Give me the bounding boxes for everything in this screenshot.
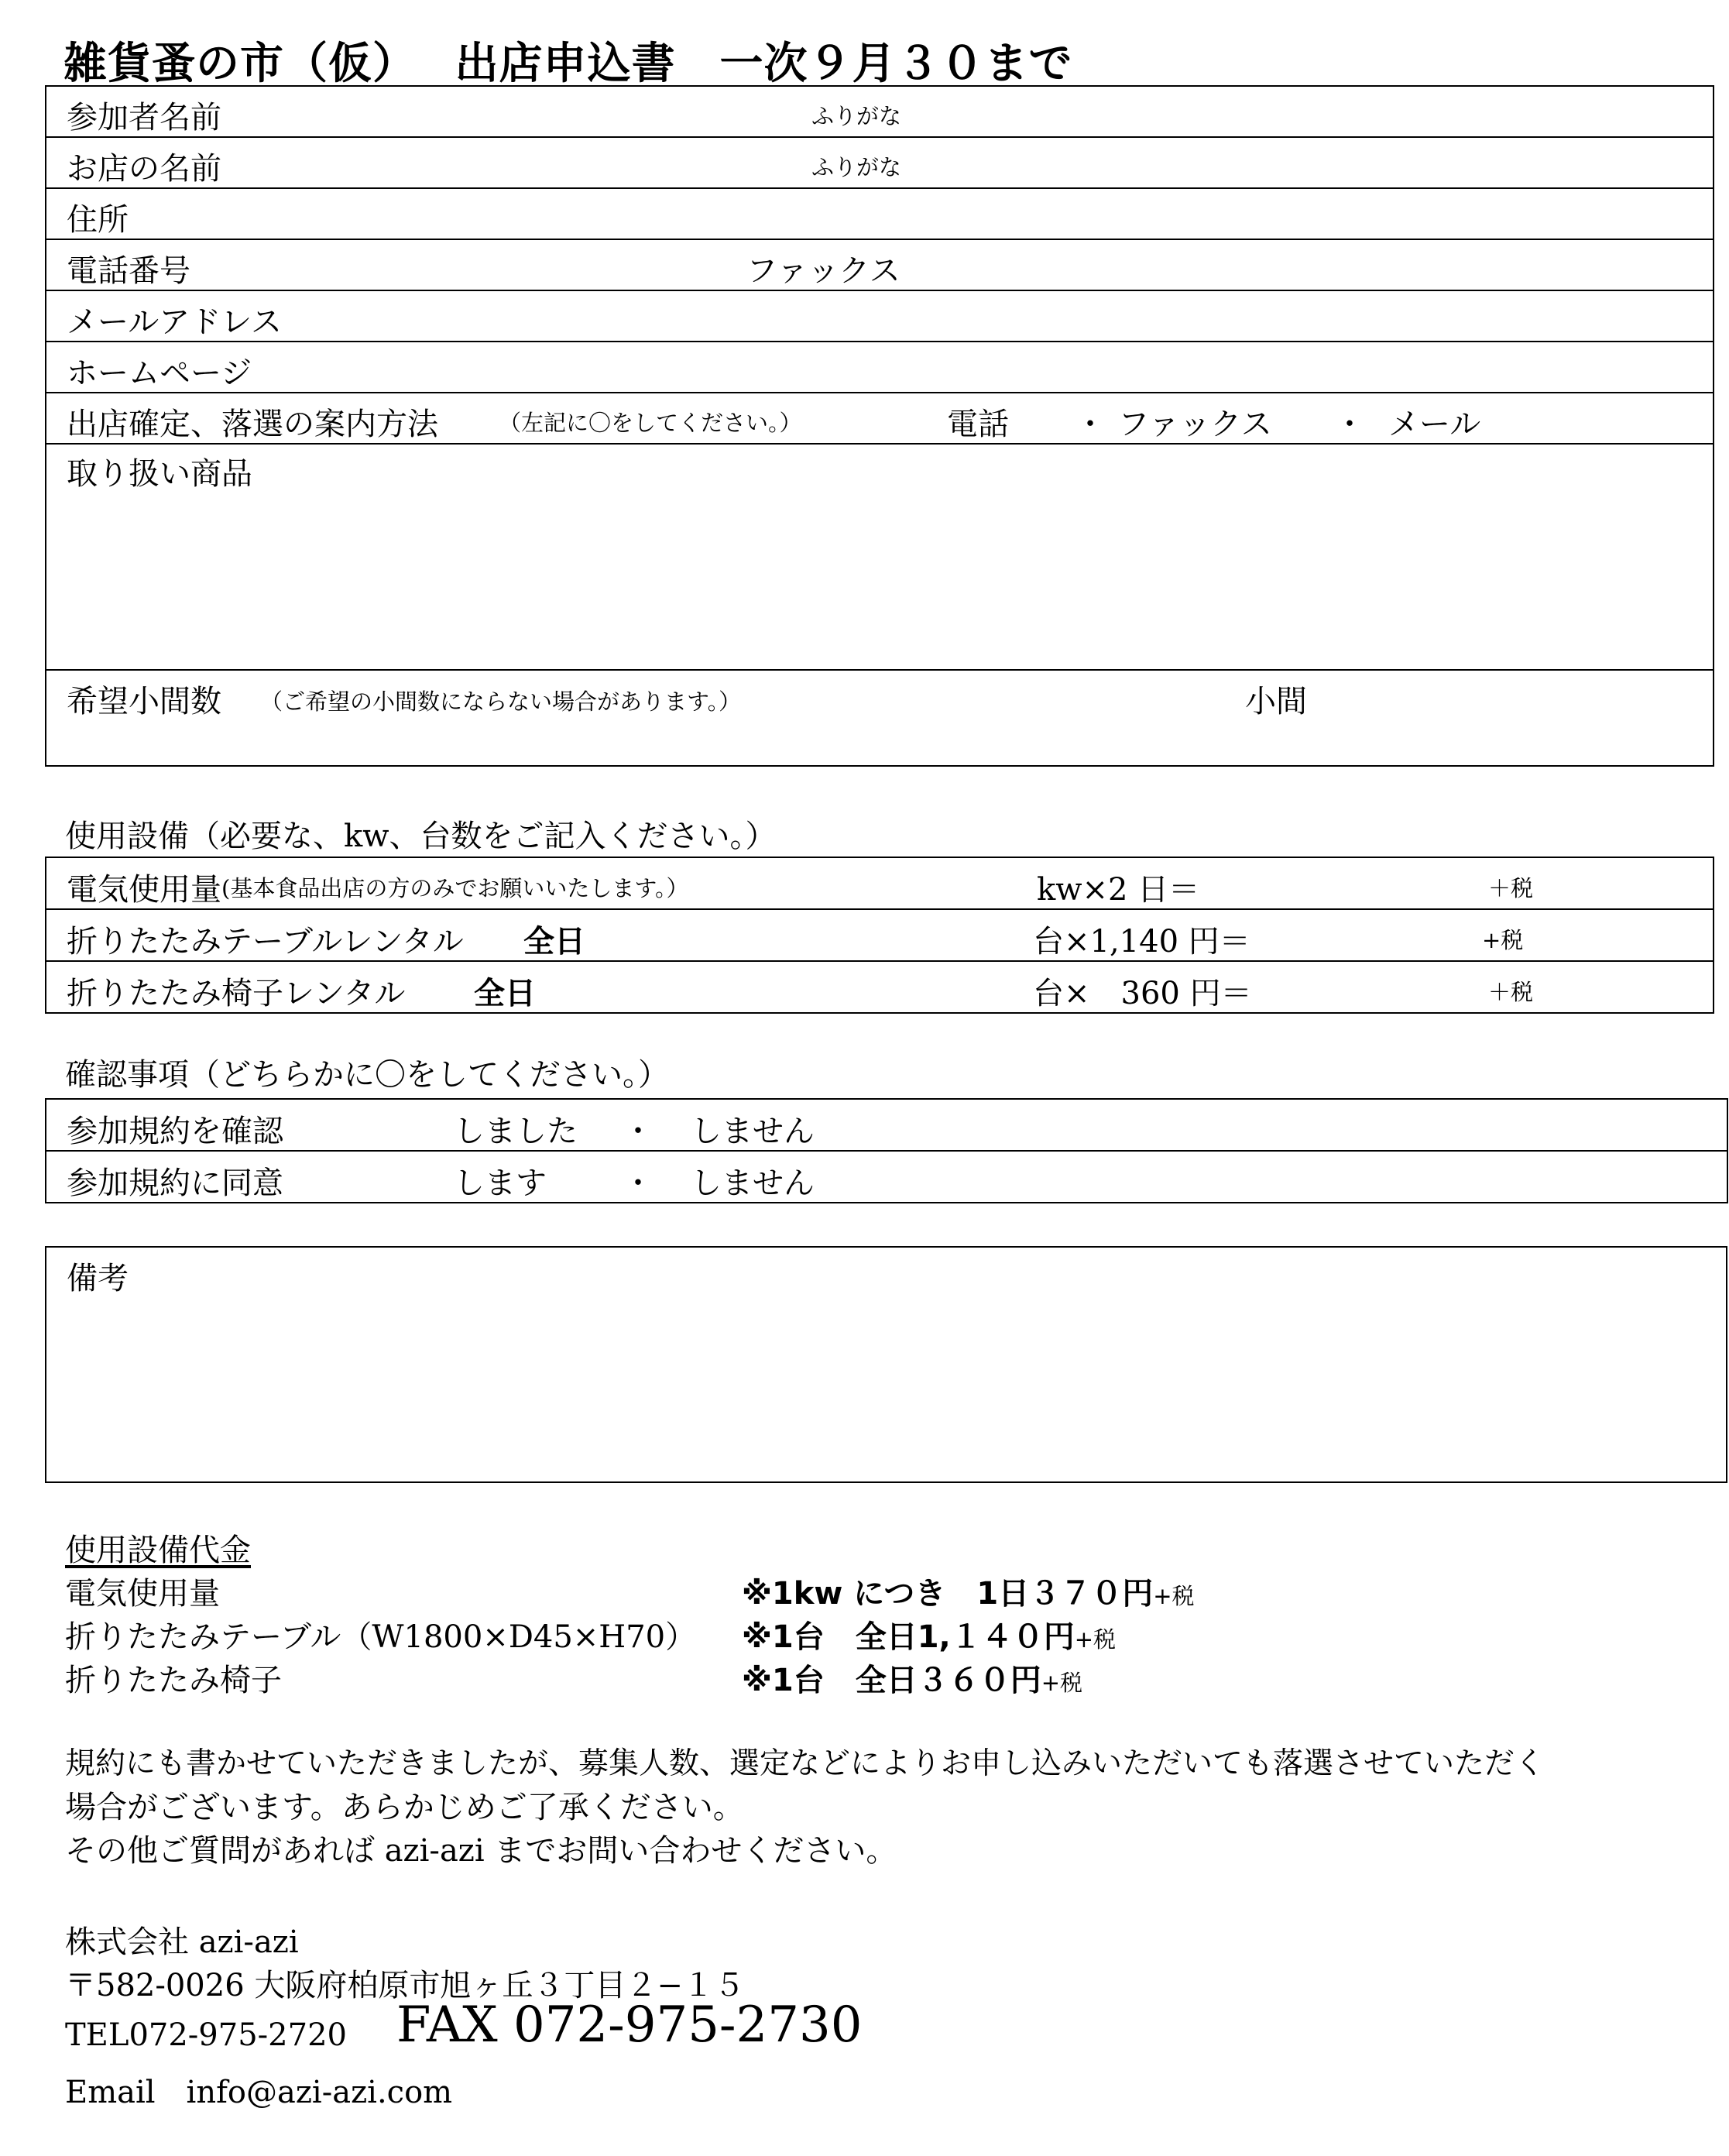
fee-price: ※1台 全日３６０円+税	[742, 1663, 1083, 1698]
email-label: メールアドレス	[67, 304, 282, 340]
option-phone[interactable]: 電話	[947, 407, 1009, 442]
company-name: 株式会社 azi-azi	[65, 1924, 299, 1960]
confirm-heading: 確認事項（どちらかに〇をしてください。）	[65, 1057, 669, 1093]
fee-label: 折りたたみ椅子	[65, 1663, 282, 1698]
option-will[interactable]: します	[454, 1165, 547, 1201]
electric-calc: kw×2 日＝	[1037, 871, 1200, 908]
electric-label: 電気使用量	[67, 871, 221, 908]
company-fax: FAX 072-975-2730	[396, 1996, 863, 2054]
rules-check-row	[46, 1099, 1727, 1151]
fee-price: ※1kw につき 1日３７０円+税	[742, 1576, 1195, 1612]
table-rental-label: 折りたたみテーブルレンタル	[67, 923, 464, 960]
tax-label: +税	[1153, 1583, 1195, 1609]
participant-name-row[interactable]	[46, 86, 1714, 137]
company-tel: TEL072-975-2720	[65, 2017, 347, 2053]
rules-agree-row	[46, 1151, 1727, 1203]
fee-label: 折りたたみテーブル（W1800×D45×H70）	[65, 1619, 697, 1655]
booths-label: 希望小間数	[67, 684, 221, 719]
shop-name-row[interactable]	[46, 137, 1714, 188]
chair-rental-row[interactable]	[46, 961, 1714, 1013]
fees-heading: 使用設備代金	[65, 1533, 251, 1568]
option-mail[interactable]: メール	[1388, 407, 1481, 442]
address-row[interactable]	[46, 188, 1714, 239]
tax-label: ＋税	[1488, 978, 1534, 1005]
participant-name-label: 参加者名前	[67, 100, 221, 136]
homepage-label: ホームページ	[67, 355, 252, 391]
company-address: 〒582-0026 大阪府柏原市旭ヶ丘３丁目２−１５	[65, 1968, 745, 2003]
rules-agree-label: 参加規約に同意	[67, 1165, 283, 1201]
chair-rental-label: 折りたたみ椅子レンタル	[67, 975, 406, 1011]
notify-method-row	[46, 393, 1714, 444]
furigana-label: ふりがな	[811, 103, 902, 129]
fax-label: ファックス	[746, 253, 901, 289]
notify-method-label: 出店確定、落選の案内方法	[67, 407, 438, 442]
chair-calc: 台× 360 円＝	[1033, 975, 1252, 1011]
phone-label: 電話番号	[67, 253, 190, 289]
tax-label: ＋税	[1488, 874, 1534, 901]
electric-note: (基本食品出店の方のみでお願いいたします。）	[221, 874, 689, 901]
tax-label: +税	[1482, 926, 1524, 953]
rules-check-label: 参加規約を確認	[67, 1113, 283, 1149]
option-fax[interactable]: ファックス	[1118, 407, 1272, 442]
phone-row[interactable]	[46, 239, 1714, 290]
option-will-not[interactable]: しません	[691, 1165, 815, 1201]
equipment-heading: 使用設備（必要な、kw、台数をご記入ください。）	[65, 819, 777, 854]
electric-row[interactable]	[46, 857, 1714, 909]
applicant-table	[45, 85, 1714, 767]
email-row[interactable]	[46, 290, 1714, 342]
option-did-not[interactable]: しません	[691, 1113, 815, 1149]
furigana-label: ふりがな	[811, 154, 902, 180]
note-line: 場合がございます。あらかじめご了承ください。	[65, 1790, 744, 1825]
booths-field[interactable]	[46, 670, 1714, 766]
option-did[interactable]: しました	[454, 1113, 578, 1149]
equipment-table	[45, 857, 1714, 1014]
products-label: 取り扱い商品	[67, 456, 252, 492]
booth-unit-label: 小間	[1245, 684, 1307, 719]
separator-dot: ・	[623, 1113, 654, 1149]
shop-name-label: お店の名前	[67, 151, 221, 187]
remarks-label: 備考	[67, 1261, 129, 1296]
table-rental-row[interactable]	[46, 909, 1714, 961]
tax-label: +税	[1041, 1670, 1083, 1696]
separator-dot: ・	[1075, 407, 1106, 442]
booths-note: （ご希望の小間数にならない場合があります。）	[260, 688, 742, 715]
fee-price: ※1台 全日1,１４０円+税	[742, 1619, 1117, 1655]
note-line: その他ご質問があれば azi-azi までお問い合わせください。	[65, 1833, 897, 1869]
page-title: 雑貨蚤の市（仮） 出店申込書 一次９月３０まで	[63, 39, 1073, 89]
company-email: Email info@azi-azi.com	[65, 2075, 453, 2110]
homepage-row[interactable]	[46, 342, 1714, 393]
note-line: 規約にも書かせていただきましたが、募集人数、選定などによりお申し込みいただいても落選させていただく	[65, 1746, 1545, 1781]
notify-method-note: （左記に〇をしてください。）	[499, 410, 802, 436]
chair-all-day-label: 全日	[474, 975, 536, 1011]
separator-dot: ・	[1334, 407, 1365, 442]
tax-label: +税	[1074, 1626, 1117, 1653]
fee-label: 電気使用量	[65, 1576, 220, 1612]
address-label: 住所	[67, 202, 129, 238]
confirm-table	[45, 1098, 1728, 1203]
remarks-box[interactable]	[45, 1246, 1727, 1483]
products-field[interactable]	[46, 444, 1714, 670]
table-calc: 台×1,140 円＝	[1033, 923, 1250, 960]
table-all-day-label: 全日	[523, 923, 585, 960]
separator-dot: ・	[623, 1165, 654, 1201]
